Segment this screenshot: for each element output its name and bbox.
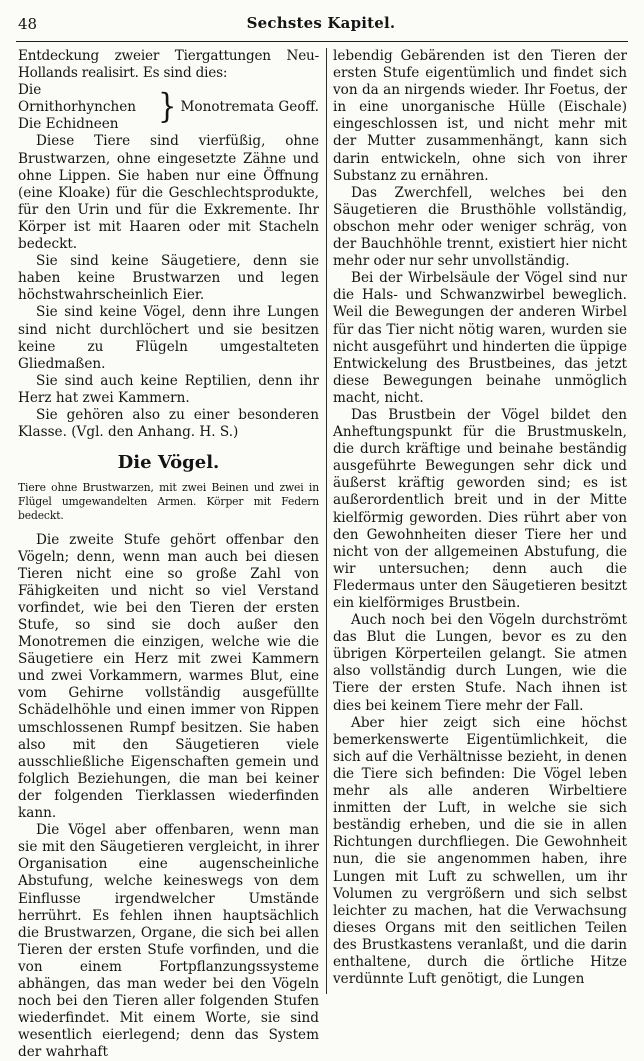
page-number: 48: [18, 15, 38, 33]
paragraph: Sie gehören also zu einer besonderen Klasse. (Vgl. den Anhang. H. S.): [18, 406, 319, 441]
header-rule: [16, 41, 628, 42]
paragraph: Diese Tiere sind vierfüßig, ohne Brustwarzen, ohne eingesetzte Zähne und ohne Lippen. Sie haben nur eine Öffnung (eine Kloake) für die Geschlechtsprodukte, für den Urin und für die Exkremente. Ihr Körper ist mit Haaren oder mit Stacheln bedeckt.: [18, 133, 319, 253]
paragraph: Das Zwerchfell, welches bei den Säugetieren die Brusthöhle vollständig, obschon mehr oder weniger schräg, von der Bauchhöhle trennt, existiert hier nicht mehr oder nur sehr unvollständig.: [333, 184, 627, 270]
brace-label: Monotremata Geoff.: [180, 99, 319, 116]
page-header: [18, 12, 624, 34]
running-title: Sechstes Kapitel.: [246, 14, 396, 32]
column-divider: [326, 48, 327, 994]
brace-item: Die Echidneen: [18, 116, 119, 133]
paragraph: Bei der Wirbelsäule der Vögel sind nur die Hals- und Schwanzwirbel beweglich. Weil die Bewegungen der anderen Wirbel für das Tier nicht nötig waren, wurden sie nicht ausgeführt und hinderten die üppige Entwickelung des Brustbeines, das jetzt diese Bewegungen beinahe unmöglich macht, nicht.: [333, 270, 627, 406]
paragraph: Auch noch bei den Vögeln durchströmt das Blut die Lungen, bevor es zu den übrigen Körperteilen gelangt. Sie atmen also vollständig durch Lungen, wie die Tiere der ersten Stufe. Nach ihnen ist dies bei keinem Tiere mehr der Fall.: [333, 612, 627, 714]
classification-brace: [18, 82, 319, 133]
brace-items: [18, 82, 154, 133]
left-column: [18, 48, 319, 1061]
brace-glyph: }: [158, 86, 177, 126]
paragraph: Die zweite Stufe gehört offenbar den Vögeln; denn, wenn man auch bei diesen Tieren nicht eine so große Zahl von Fähigkeiten und nicht so viel Verstand vorfindet, wie bei den Tieren der ersten Stufe, so sind sie doch außer den Monotremen die einzigen, welche wie die Säugetiere ein Herz mit zwei Kammern und zwei Vorkammern, warmes Blut, eine vom Gehirne vollständig ausgefüllte Schädelhöhle und einen immer von Rippen umschlossenen Rumpf besitzen. Sie haben also mit den Säugetieren viele ausschließliche Eigenschaften gemein und folglich Beziehungen, die man bei keiner der folgenden Tierklassen wiederfinden kann.: [18, 531, 319, 822]
paragraph: lebendig Gebärenden ist den Tieren der ersten Stufe eigentümlich und findet sich von da an nirgends wieder. Ihr Foetus, der in eine unorganische Hülle (Eischale) eingeschlossen ist, und nicht mehr mit der Mutter zusammenhängt, kann sich darin entwickeln, ohne sich von ihrer Substanz zu ernähren.: [333, 48, 627, 184]
section-title: Die Vögel.: [117, 452, 220, 474]
paragraph: Sie sind auch keine Reptilien, denn ihr Herz hat zwei Kammern.: [18, 372, 319, 406]
paragraph: Sie sind keine Säugetiere, denn sie haben keine Brustwarzen und legen höchstwahrscheinlich Eier.: [18, 253, 319, 304]
paragraph: Aber hier zeigt sich eine höchst bemerkenswerte Eigentümlichkeit, die sich auf die Verhältnisse bezieht, in denen die Tiere sich befinden: Die Vögel leben mehr als alle anderen Wirbeltiere inmitten der Luft, in welche sie sich beständig erheben, und die sie in allen Richtungen durchfliegen. Die Gewohnheit nun, die sie angenommen haben, ihre Lungen mit Luft zu schwellen, um ihr Volumen zu vergrößern und sich selbst leichter zu machen, hat die Verwachsung dieses Organs mit den seitlichen Teilen des Brustkastens veranlaßt, und die darin enthaltene, durch die örtliche Hitze verdünnte Luft genötigt, die Lungen: [333, 714, 627, 988]
brace-item: Die Ornithorhynchen: [18, 82, 137, 116]
paragraph: Entdeckung zweier Tiergattungen Neu-Hollands realisirt. Es sind dies:: [18, 48, 319, 82]
right-column: [333, 48, 627, 988]
paragraph: Die Vögel aber offenbaren, wenn man sie mit den Säugetieren vergleicht, in ihrer Organisation eine augenscheinliche Abstufung, welche keineswegs von dem Einflusse irgendwelcher Umstände herrührt. Es fehlen ihnen hauptsächlich die Brustwarzen, Organe, die sich bei allen Tieren der ersten Stufe vorfinden, und die von einem Fortpflanzungssysteme abhängen, das man weder bei den Vögeln noch bei den Tieren aller folgenden Stufen wiederfindet. Mit einem Worte, sie sind wesentlich eierlegend; denn das System der wahrhaft: [18, 822, 319, 1061]
paragraph: Sie sind keine Vögel, denn ihre Lungen sind nicht durchlöchert und sie besitzen keine zu Flügeln umgestalteten Gliedmaßen.: [18, 304, 319, 372]
section-summary: Tiere ohne Brustwarzen, mit zwei Beinen und zwei in Flügel umgewandelten Armen. Körper mit Federn bedeckt.: [18, 481, 319, 522]
paragraph: Das Brustbein der Vögel bildet den Anheftungspunkt für die Brustmuskeln, die durch kräftige und beinahe beständig ausgeführte Bewegungen sehr dick und äußerst kräftig geworden sind; es ist außerordentlich breit und in der Mitte kielförmig geworden. Dies rührt aber von den Gewohnheiten dieser Tiere her und nicht von der allgemeinen Abstufung, die wir untersuchen; denn auch die Fledermaus unter den Säugetieren besitzt ein kielförmiges Brustbein.: [333, 406, 627, 611]
